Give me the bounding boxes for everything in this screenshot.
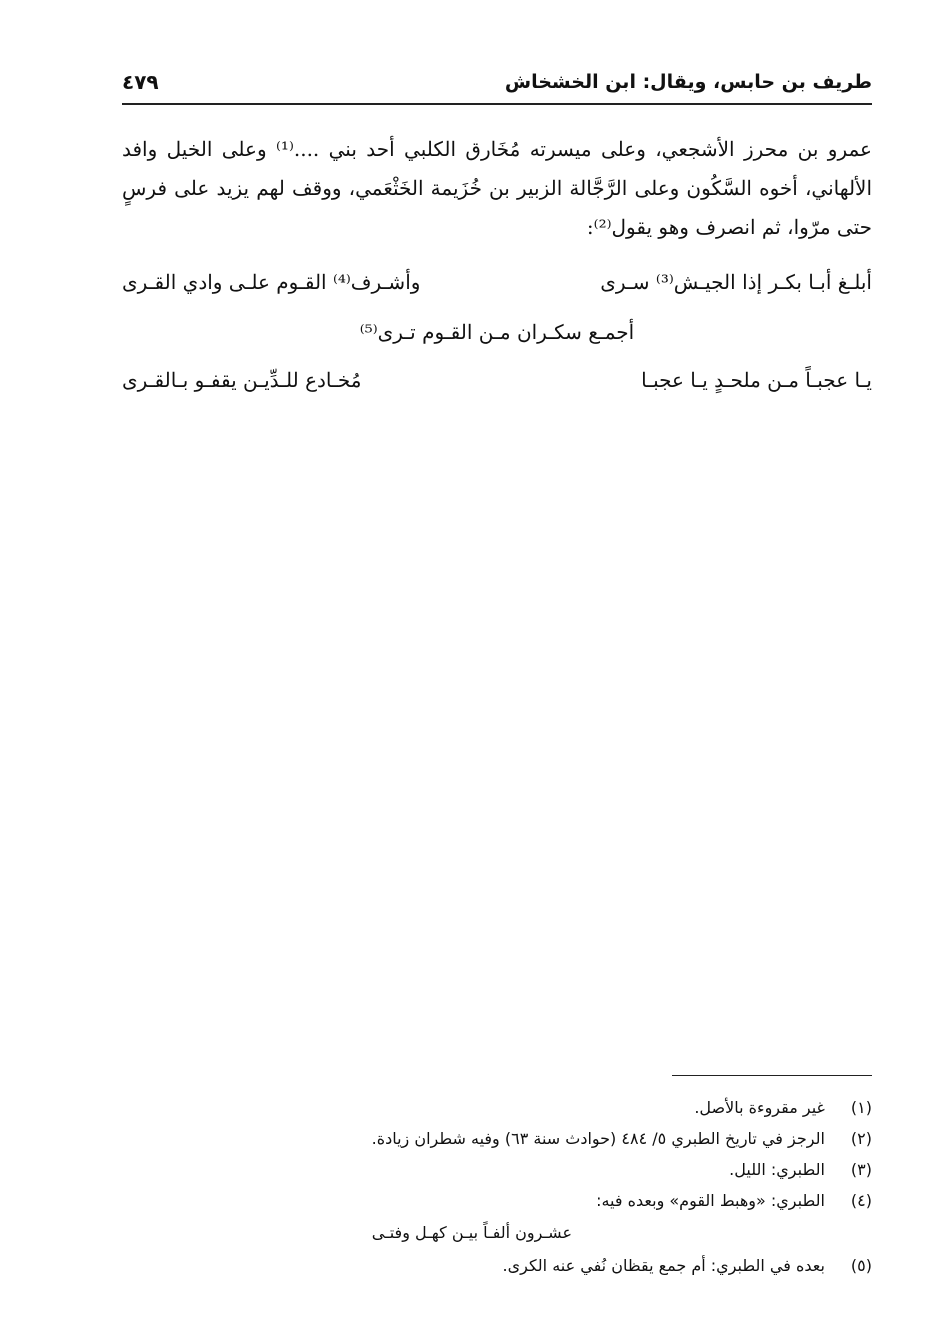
body-paragraph: عمرو بن محرز الأشجعي، وعلى ميسرته مُخَارق الكلبي أحد بني ....⁽¹⁾ وعلى الخيل وافد الألهاني، أخوه السَّكُون وعلى الرَّجَّالة الزبير بن خُزَيمة الخَثْعَمي، ووقف لهم يزيد على فرسٍ حتى مرّوا، ثم انصرف وهو يقول⁽²⁾: bbox=[122, 137, 872, 239]
header-rule bbox=[122, 103, 872, 105]
footnote-number: (٣) bbox=[850, 1160, 872, 1179]
verse-1 bbox=[122, 270, 872, 310]
footnote-4-verse bbox=[300, 1216, 872, 1250]
verse-1-second-hemistich: وأشـرف⁽⁴⁾ القـوم علـى وادي القـرى bbox=[122, 270, 421, 294]
page-number: ٤٧٩ bbox=[122, 70, 159, 94]
page-header bbox=[122, 62, 872, 102]
verse-1-first-hemistich: أبلـغ أبـا بكـر إذا الجيـش⁽³⁾ سـرى bbox=[600, 270, 872, 294]
footnote-3 bbox=[300, 1154, 872, 1185]
footnote-verse-text: عشـرون ألفـاً بيـن كهـل وفتـى bbox=[371, 1223, 572, 1242]
footnotes bbox=[300, 1092, 872, 1281]
footnote-number: (١) bbox=[850, 1098, 872, 1117]
footnote-2 bbox=[300, 1123, 872, 1154]
footnote-text: الطبري: الليل. bbox=[729, 1160, 825, 1179]
verse-2 bbox=[122, 320, 872, 360]
footnote-text: غير مقروءة بالأصل. bbox=[694, 1098, 825, 1117]
verse-3-first-hemistich: يـا عجبـاً مـن ملحـدٍ يـا عجبـا bbox=[641, 368, 872, 392]
verse-3 bbox=[122, 368, 872, 408]
running-title: طريف بن حابس، ويقال: ابن الخشخاش bbox=[504, 71, 872, 93]
footnote-1 bbox=[300, 1092, 872, 1123]
footnote-text: بعده في الطبري: أم جمع يقظان نُفي عنه الكرى. bbox=[502, 1256, 825, 1275]
footnote-number: (٥) bbox=[850, 1256, 872, 1275]
footnote-number: (٤) bbox=[850, 1191, 872, 1210]
footnote-number: (٢) bbox=[850, 1129, 872, 1148]
verse-3-second-hemistich: مُخـادع للـدِّيـن يقفـو بـالقـرى bbox=[122, 368, 362, 392]
footnote-4 bbox=[300, 1185, 872, 1216]
verse-2-hemistich: أجمـع سكـران مـن القـوم تـرى⁽⁵⁾ bbox=[359, 320, 635, 344]
footnote-text: الطبري: «وهبط القوم» وبعده فيه: bbox=[596, 1191, 825, 1210]
footnote-rule bbox=[672, 1075, 872, 1076]
main-text bbox=[122, 130, 872, 247]
footnote-5 bbox=[300, 1250, 872, 1281]
footnote-text: الرجز في تاريخ الطبري ٥/ ٤٨٤ (حوادث سنة ٦٣) وفيه شطران زيادة. bbox=[371, 1129, 825, 1148]
